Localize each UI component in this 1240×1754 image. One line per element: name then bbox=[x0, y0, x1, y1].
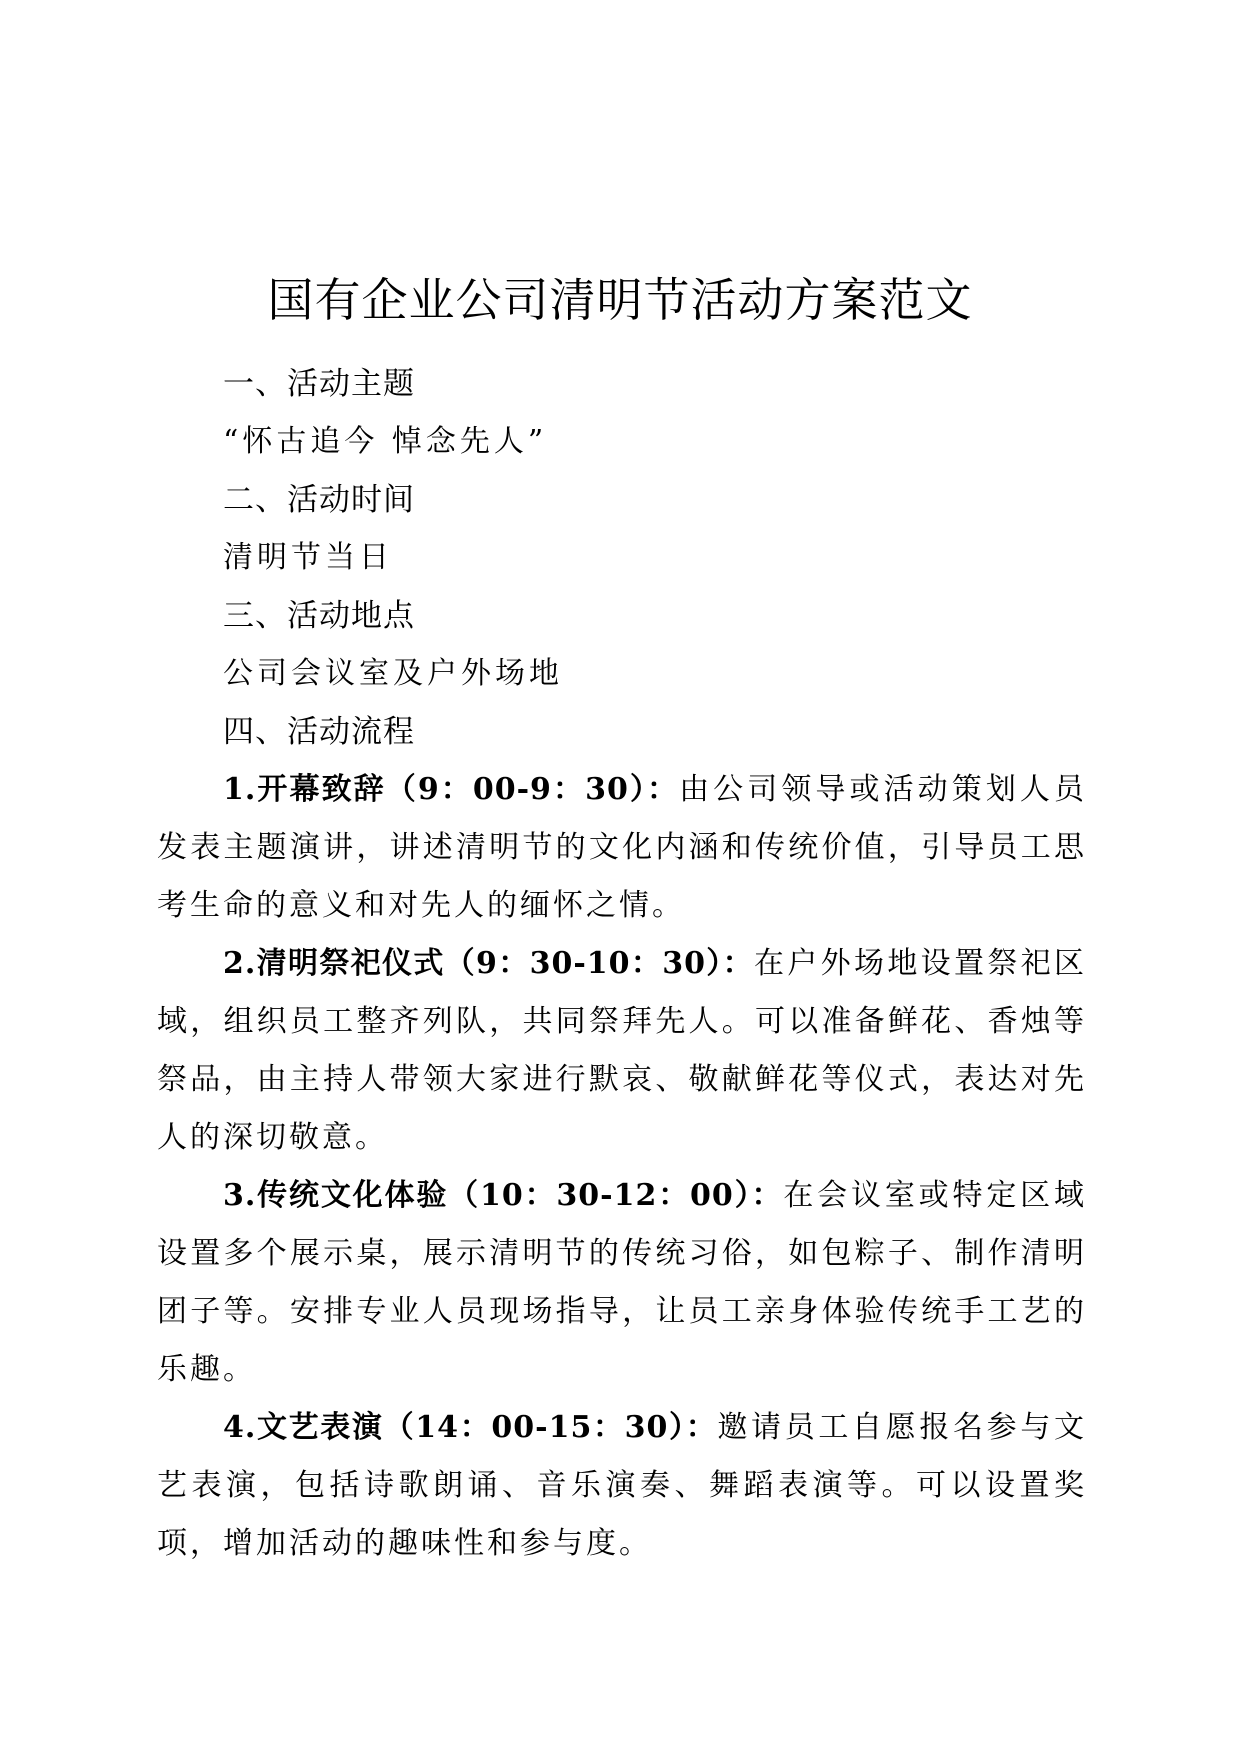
section-text-theme: “怀古追今 悼念先人” bbox=[223, 424, 548, 459]
process-step-4 bbox=[157, 1399, 1087, 1573]
step-text: 在户外场地设置祭祀区域，组织员工整齐列队，共同祭拜先人。可以准备鲜花、香烛等祭品，由主持人带领大家进行默哀、敬献鲜花等仪式，表达对先人的深切敬意。 bbox=[157, 946, 1088, 1155]
process-step-3 bbox=[157, 1167, 1087, 1399]
step-text: 由公司领导或活动策划人员发表主题演讲，讲述清明节的文化内涵和传统价值，引导员工思考生命的意义和对先人的缅怀之情。 bbox=[157, 772, 1088, 923]
step-text: 在会议室或特定区域设置多个展示桌，展示清明节的传统习俗，如包粽子、制作清明团子等。安排专业人员现场指导，让员工亲身体验传统手工艺的乐趣。 bbox=[157, 1178, 1088, 1387]
step-label: 2.清明祭祀仪式（9：30-10：30）： bbox=[223, 946, 754, 981]
section-text-time: 清明节当日 bbox=[223, 540, 393, 575]
document-title: 国有企业公司清明节活动方案范文 bbox=[267, 273, 973, 327]
section-heading-location: 三、活动地点 bbox=[223, 598, 415, 634]
process-step-1 bbox=[157, 761, 1087, 935]
process-step-2 bbox=[157, 935, 1087, 1167]
step-label: 4.文艺表演（14：00-15：30）： bbox=[223, 1410, 718, 1445]
step-label: 3.传统文化体验（10：30-12：00）： bbox=[223, 1178, 784, 1213]
section-heading-theme: 一、活动主题 bbox=[223, 366, 415, 402]
section-text-location: 公司会议室及户外场地 bbox=[223, 656, 563, 691]
step-text: 邀请员工自愿报名参与文艺表演，包括诗歌朗诵、音乐演奏、舞蹈表演等。可以设置奖项，增加活动的趣味性和参与度。 bbox=[157, 1410, 1087, 1561]
document-body bbox=[157, 355, 1087, 1573]
step-label: 1.开幕致辞（9：00-9：30）： bbox=[223, 772, 680, 807]
section-heading-time: 二、活动时间 bbox=[223, 482, 415, 518]
section-heading-process: 四、活动流程 bbox=[223, 714, 415, 750]
